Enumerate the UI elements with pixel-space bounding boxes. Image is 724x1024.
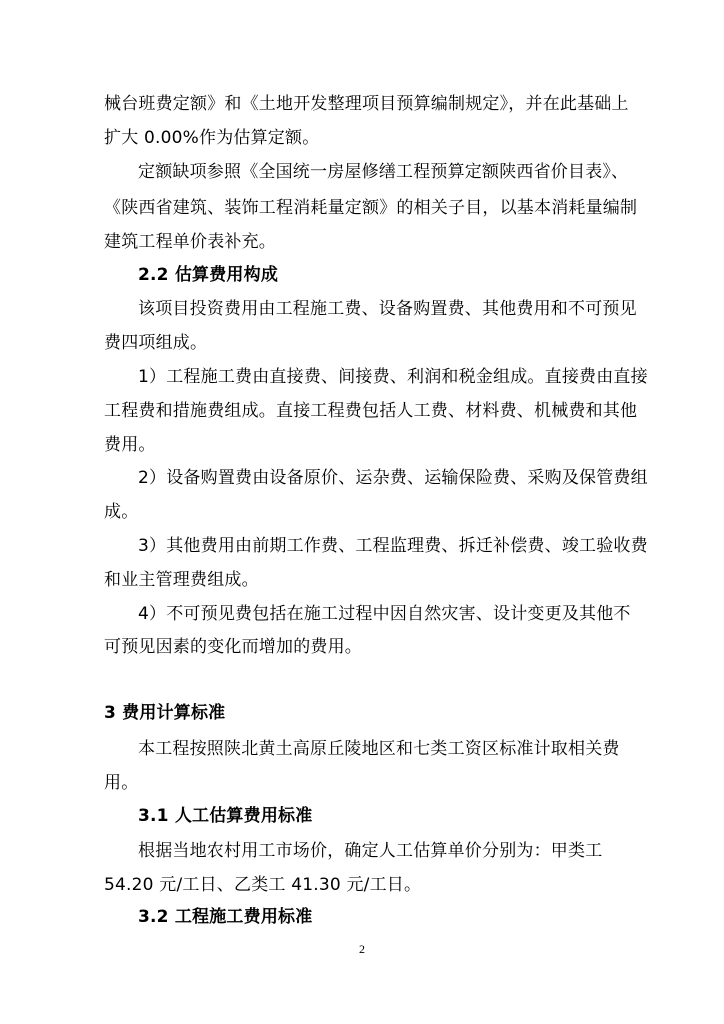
body-text-line: 本工程按照陕北黄土高原丘陵地区和七类工资区标准计取相关费: [138, 739, 620, 759]
body-text-line: 定额缺项参照《全国统一房屋修缮工程预算定额陕西省价目表》、: [138, 162, 629, 182]
body-text-line: 费用。: [104, 435, 156, 455]
body-text-line: 工程费和措施费组成。直接工程费包括人工费、材料费、机械费和其他: [104, 401, 638, 421]
list-item-4: 4）不可预见费包括在施工过程中因自然灾害、设计变更及其他不: [138, 604, 631, 624]
section-heading-2-2: 2.2 估算费用构成: [138, 265, 279, 285]
body-text-line: 成。: [104, 502, 139, 522]
list-item-3: 3）其他费用由前期工作费、工程监理费、拆迁补偿费、竣工验收费: [138, 536, 648, 556]
body-text-line: 和业主管理费组成。: [104, 570, 259, 590]
body-text-line: 用。: [104, 773, 139, 793]
body-text-line: 54.20 元/工日、乙类工 41.30 元/工日。: [104, 875, 422, 895]
body-text-line: 《陕西省建筑、装饰工程消耗量定额》的相关子目，以基本消耗量编制: [104, 198, 638, 218]
section-heading-3-2: 3.2 工程施工费用标准: [138, 907, 313, 927]
body-text-line: 费四项组成。: [104, 333, 208, 353]
list-item-1: 1）工程施工费由直接费、间接费、利润和税金组成。直接费由直接: [138, 367, 648, 387]
body-text-line: 该项目投资费用由工程施工费、设备购置费、其他费用和不可预见: [138, 299, 637, 319]
body-text-line: 械台班费定额》和《土地开发整理项目预算编制规定》，并在此基础上: [104, 94, 629, 114]
body-text-line: 建筑工程单价表补充。: [104, 232, 276, 252]
body-text-line: 可预见因素的变化而增加的费用。: [104, 637, 362, 657]
section-heading-3: 3 费用计算标准: [104, 703, 226, 723]
section-heading-3-1: 3.1 人工估算费用标准: [138, 806, 313, 826]
body-text-line: 扩大 0.00%作为估算定额。: [104, 128, 320, 148]
list-item-2: 2）设备购置费由设备原价、运杂费、运输保险费、采购及保管费组: [138, 468, 648, 488]
page-number: 2: [359, 942, 365, 956]
body-text-line: 根据当地农村用工市场价，确定人工估算单价分别为：甲类工: [138, 841, 603, 861]
